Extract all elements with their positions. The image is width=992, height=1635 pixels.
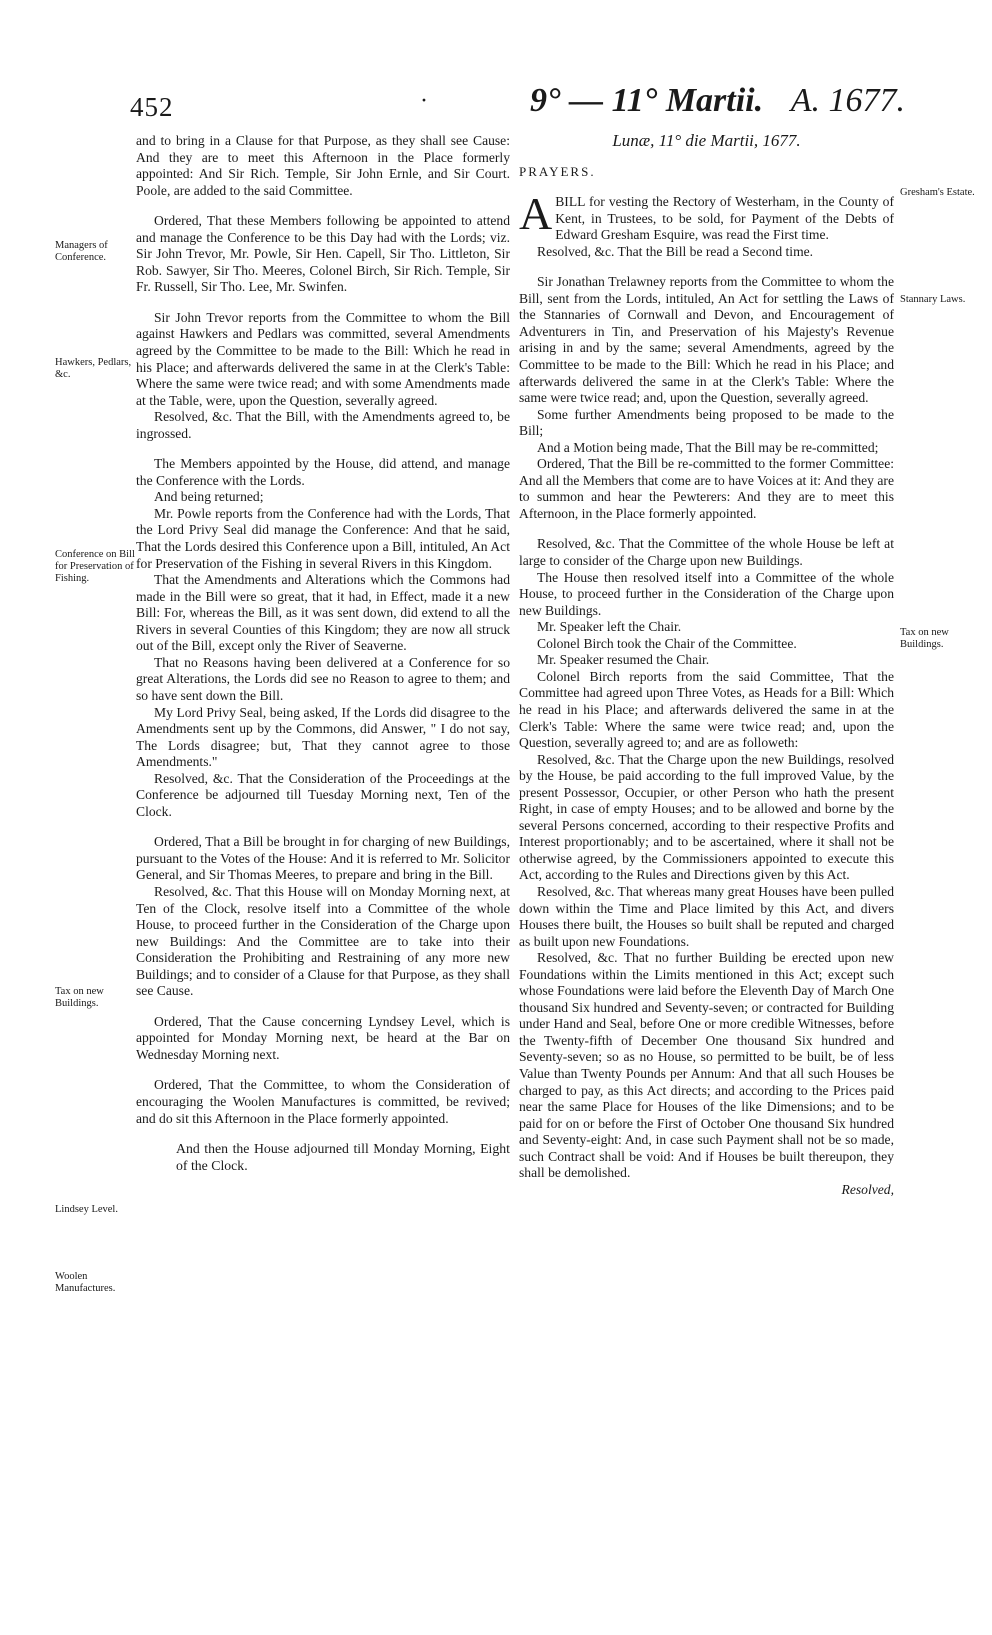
paragraph-managers: Ordered, That these Members following be appointed to attend and manage the Conference to be this Day had with the Lords; viz. Sir John Trevor, Mr. Powle, Sir Hen. Capell, Sir Tho. Littleton, Sir Rob. Sawyer, Sir Tho. Meeres, Colonel Birch, Sir Rich. Temple, Sir Fr. Russell, Sir Tho. Lee, Mr. Swinfen. (136, 213, 510, 295)
paragraph-tax-right-9: Resolved, &c. That no further Building be erected upon new Foundations within the Limits mentioned in this Act; except such whose Foundations were laid before the Eleventh Day of March One thousand Six hundred and Seventy-seven; or contracted for Building under Hand and Seal, before One or more credible Witnesses, before the Twenty-fifth of December One thousand Six hundred and Seventy-seven; so as no House, so permitted to be built, be of less Value than Twenty Pounds per Annum: And that all such Houses be charged to pay, as this Act directs; and according to the Prices paid near the same Place for Houses of the like Dimensions; and to be paid for on or before the First of October One thousand Six hundred and Seventy-eight: And, in case such Payment shall not be so made, such Contract shall be void: And if Houses be built thereupon, they shall be demolished. (519, 950, 894, 1181)
paragraph-conference-6: My Lord Privy Seal, being asked, If the Lords did disagree to the Amendments sent up by the Commons, did Answer, " I do not say, The Lords disagree; but, That they cannot agree to those Amendments." (136, 704, 510, 770)
margin-note-hawkers: Hawkers, Pedlars, &c. (55, 357, 132, 380)
paragraph-intro: and to bring in a Clause for that Purpose, as they shall see Cause: And they are to meet this Afternoon in the Place formerly appointed: And Sir Rich. Temple, Sir John Ernle, and Sir Court. Poole, are added to the said Committee. (136, 133, 510, 198)
paragraph-gresham (519, 188, 894, 244)
paragraph-tax-right-3: Mr. Speaker left the Chair. (537, 619, 682, 635)
paragraph-hawkers: Sir John Trevor reports from the Committee to whom the Bill against Hawkers and Pedlars was committed, several Amendments agreed by the Committee to be made to the Bill: Which he read in his Place; and afterwards delivered the same in at the Clerk's Table: Where the same were twice read; and with some Amendments made at the Table, were, upon the Question, severally agreed. (136, 309, 510, 408)
right-column (519, 133, 894, 1212)
margin-note-conference-fishing: Conference on Bill for Preservation of Fishing. (55, 549, 135, 584)
paragraph-conference-2: And being returned; (154, 489, 264, 505)
paragraph-conference-3: Mr. Powle reports from the Conference had with the Lords, That the Lord Privy Seal did manage the Conference: And that he said, That the Lords desired this Conference upon a Bill, intituled, An Act for Preservation of the Fishing in several Rivers in this Kingdom. (136, 505, 510, 571)
page-number: 452 (130, 92, 174, 122)
paragraph-conference-4: That the Amendments and Alterations which the Commons had made in the Bill were so great, that it had, in Effect, made it a new Bill: For, whereas the Bill, as it was sent down, did extend to all the Rivers in several Counties of this Kingdom; they are now all struck out of the Bill, except only the River of Seaverne. (136, 572, 510, 654)
margin-note-tax-right: Tax on new Buildings. (900, 627, 949, 650)
paragraph-tax-right-7: Resolved, &c. That the Charge upon the new Buildings, resolved by the House, be paid according to the full improved Value, by the present Possessor, Occupier, or other Person who hath the present Right, in case of empty Houses; and to be allowed and borne by the several Persons concerned, according to their respective Profits and Interest proportionably; and to be ascertained, where it shall not be otherwise agreed, by the Commissioners appointed to execute this Act, according to the Rules and Directions given by this Act. (519, 751, 894, 883)
paragraph-gresham-text: BILL for vesting the Rectory of Westerham, in the County of Kent, in Trustees, to be sold, for Payment of the Debts of Edward Gresham Esquire, was read the First time. (555, 194, 894, 243)
prayers-heading: PRAYERS. (519, 163, 596, 179)
header-dot: · (420, 88, 428, 114)
paragraph-conference-7: Resolved, &c. That the Consideration of the Proceedings at the Conference be adjourned till Tuesday Morning next, Ten of the Clock. (136, 770, 510, 819)
margin-note-tax-left: Tax on new Buildings. (55, 986, 104, 1009)
paragraph-gresham-resolved: Resolved, &c. That the Bill be read a Second time. (537, 243, 814, 259)
header-dates: 9° — 11° Martii. (530, 82, 764, 119)
paragraph-tax-right-8: Resolved, &c. That whereas many great Houses have been pulled down within the Time and Place limited by this Act, and divers Houses there built, the Houses so built shall be reputed and charged as built upon new Foundations. (519, 883, 894, 949)
paragraph-adjourn: And then the House adjourned till Monday Morning, Eight of the Clock. (176, 1141, 510, 1173)
paragraph-stannary-4: Ordered, That the Bill be re-committed to the former Committee: And all the Members that come are to have Voices at it: And they are to summon and hear the Pewterers: And they are to meet this Afternoon, in the Place formerly appointed. (519, 456, 894, 521)
paragraph-stannary-2: Some further Amendments being proposed to be made to the Bill; (519, 406, 894, 439)
drop-cap: A (519, 188, 553, 240)
header-year: A. 1677. (790, 82, 905, 119)
date-heading: Lunæ, 11° die Martii, 1677. (612, 131, 801, 150)
page-header (125, 82, 905, 130)
paragraph-tax-right-1: Resolved, &c. That the Committee of the whole House be left at large to consider of the Charge upon new Buildings. (519, 536, 894, 569)
paragraph-hawkers-resolved: Resolved, &c. That the Bill, with the Amendments agreed to, be ingrossed. (136, 409, 510, 441)
paragraph-tax-1: Ordered, That a Bill be brought in for charging of new Buildings, pursuant to the Votes of the House: And it is referred to Mr. Solicitor General, and Sir Thomas Meeres, to prepare and bring in the Bill. (136, 834, 510, 883)
margin-note-gresham: Gresham's Estate. (900, 187, 975, 198)
paragraph-stannary-3: And a Motion being made, That the Bill may be re-committed; (537, 439, 879, 455)
margin-note-managers: Managers of Conference. (55, 240, 108, 263)
paragraph-conference-5: That no Reasons having been delivered at a Conference for so great Alterations, the Lords did see no Reason to agree to them; and so have sent down the Bill. (136, 654, 510, 703)
margin-note-lindsey: Lindsey Level. (55, 1204, 118, 1215)
left-column (136, 133, 510, 1188)
paragraph-tax-right-2: The House then resolved itself into a Committee of the whole House, to proceed further in the Consideration of the Charge upon new Buildings. (519, 569, 894, 618)
margin-note-stannary: Stannary Laws. (900, 294, 966, 305)
margin-note-woolen: Woolen Manufactures. (55, 1271, 116, 1294)
paragraph-conference-1: The Members appointed by the House, did attend, and manage the Conference with the Lords. (136, 456, 510, 488)
paragraph-woolen: Ordered, That the Committee, to whom the Consideration of encouraging the Woolen Manufactures is committed, be revived; and do sit this Afternoon in the Place formerly appointed. (136, 1077, 510, 1126)
paragraph-tax-right-4: Colonel Birch took the Chair of the Committee. (537, 635, 797, 651)
paragraph-tax-right-6: Colonel Birch reports from the said Committee, That the Committee had agreed upon Three Votes, as Heads for a Bill: Which he read in his Place; and afterwards delivered the same in at the Clerk's Table: Where the same were twice read; and, upon the Question, severally agreed to; and are as followeth: (519, 668, 894, 751)
paragraph-tax-2: Resolved, &c. That this House will on Monday Morning next, at Ten of the Clock, resolve itself into a Committee of the whole House, to proceed further in the Consideration of the Charge upon new Buildings: And the Committee are to take into their Consideration the Prohibiting and Restraining of any more new Buildings; and to consider of a Clause for that Purpose, as they shall see Cause. (136, 883, 510, 999)
paragraph-stannary-1: Sir Jonathan Trelawney reports from the Committee to whom the Bill, sent from the Lords, intituled, An Act for settling the Laws of the Stannaries of Cornwall and Devon, and Encouragement of Adventurers in Tin, and Preservation of his Majesty's Revenue arising in and by the same; several Amendments, agreed by the Committee to be made to the Bill: Which he read in his Place; and afterwards delivered the same in at the Clerk's Table: Where the same were twice read; and, upon the Question, severally agreed. (519, 274, 894, 406)
paragraph-tax-right-5: Mr. Speaker resumed the Chair. (537, 652, 710, 668)
catchword: Resolved, (841, 1181, 894, 1197)
paragraph-lindsey: Ordered, That the Cause concerning Lyndsey Level, which is appointed for Monday Morning next, be heard at the Bar on Wednesday Morning next. (136, 1013, 510, 1062)
